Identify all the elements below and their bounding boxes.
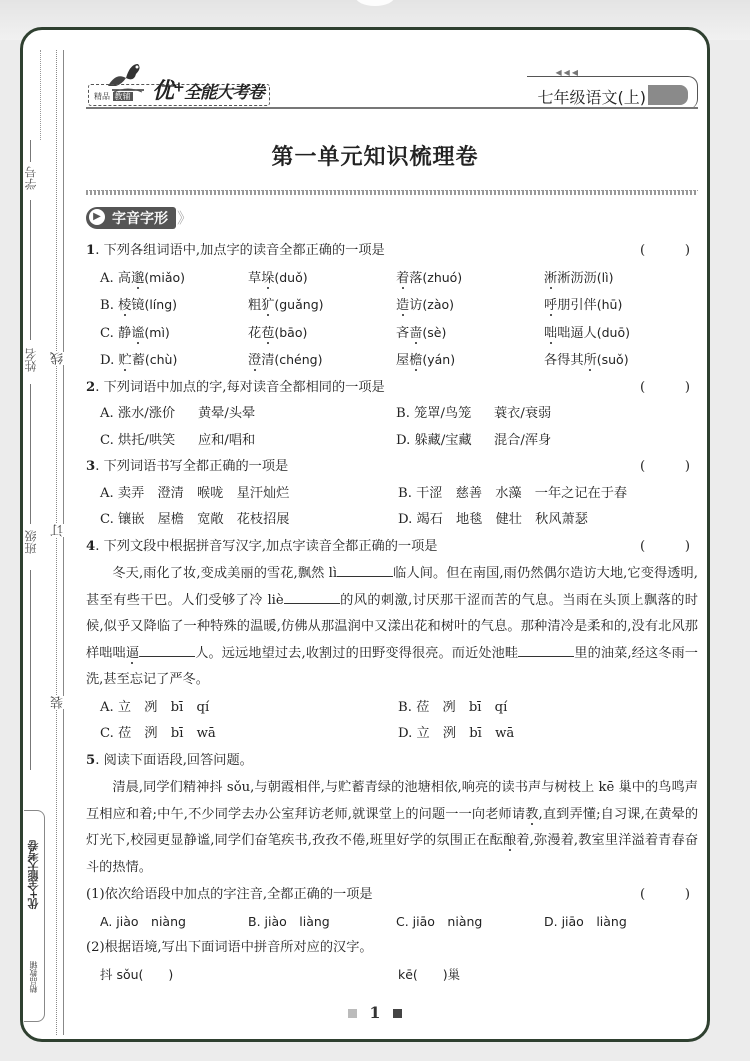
- decorative-divider: [86, 190, 698, 195]
- option-d[interactable]: D. 立 洌 bī wā: [398, 726, 515, 741]
- pinyin: (zhuó): [422, 269, 463, 285]
- option-b[interactable]: B. 笼罩/鸟笼: [396, 406, 472, 421]
- dotted-char: 垛: [261, 270, 275, 286]
- word-item: [396, 265, 544, 293]
- question-number: 4: [86, 538, 96, 554]
- word-prefix: 屋: [396, 353, 410, 368]
- option-d[interactable]: D. 躲藏/宝藏: [396, 432, 472, 448]
- word-suffix: 淅沥沥: [557, 270, 597, 286]
- option-b[interactable]: B. jiào liàng: [248, 913, 330, 929]
- option-c[interactable]: C. 烘托/哄笑: [100, 432, 176, 448]
- option-row-c: [86, 320, 698, 348]
- option-b-pair: 蓑衣/衰弱: [494, 406, 552, 421]
- page-number: 1: [369, 1003, 381, 1022]
- fill-blank[interactable]: [518, 642, 574, 657]
- dotted-char: 淅: [544, 270, 558, 286]
- binder-notch: [355, 0, 395, 6]
- option-b[interactable]: B. 干涩 慈善 水藻 一年之记在于春: [398, 485, 628, 501]
- pinyin: (miǎo): [144, 269, 186, 285]
- page-footer: [0, 1003, 750, 1022]
- word-item: [248, 265, 396, 293]
- question-5-sub-2: [86, 935, 698, 962]
- word-item: [544, 347, 629, 375]
- dotted-char: 咄: [544, 325, 558, 341]
- grade-swatch: [648, 85, 688, 105]
- word-item: [544, 265, 613, 293]
- sub-question-label: (1)依次给语段中加点的字注音,全都正确的一项是: [86, 887, 373, 902]
- passage-text: 冬天,雨化了妆,变成美丽的雪花,飘然 lì: [112, 566, 338, 581]
- pinyin: (bāo): [274, 324, 308, 340]
- answer-blank[interactable]: [640, 454, 690, 481]
- option-c[interactable]: C. 镶嵌 屋檐 宽敞 花枝招展: [100, 512, 290, 527]
- logo-text: 全能大考卷: [183, 83, 264, 103]
- logo-small-right: 教辅: [114, 92, 131, 101]
- binding-dotted-edge: [40, 50, 41, 140]
- cut-mark-bind: 装: [51, 696, 66, 709]
- dotted-char: 酿: [502, 833, 517, 848]
- option-b[interactable]: [100, 292, 248, 320]
- passage-text: 临人间。但在南国,雨仍然偶尔造访大地,它变得透明,甚至有些干巴。人们受够了冷 liè: [86, 566, 699, 608]
- word-prefix: 草: [248, 270, 262, 286]
- question-3: [86, 454, 698, 481]
- dotted-char: 逼: [125, 645, 140, 661]
- word-prefix: D.: [100, 353, 119, 368]
- option-d[interactable]: [100, 347, 248, 375]
- question-stem: . 阅读下面语段,回答问题。: [95, 752, 253, 768]
- logo-subtitle: [94, 91, 133, 102]
- word-prefix: 各得其: [544, 353, 584, 368]
- dotted-char: 邈: [131, 270, 145, 286]
- light-square-icon: [348, 1009, 357, 1018]
- word-item: [396, 292, 544, 320]
- option-row: [86, 721, 698, 748]
- side-brand-small: 精品教辅: [29, 961, 38, 993]
- dotted-char: 谧: [131, 325, 145, 341]
- option-row: [86, 695, 698, 722]
- option-row: [86, 507, 698, 534]
- paren-open: (: [640, 538, 646, 554]
- fill-item-ke[interactable]: kē( )巢: [398, 966, 461, 982]
- dotted-char: 所: [583, 353, 597, 368]
- option-row-a: [86, 265, 698, 293]
- dotted-char: 教: [525, 806, 539, 822]
- dotted-char: 檐: [409, 353, 423, 368]
- dark-square-icon: [393, 1009, 402, 1018]
- word-suffix: 镜: [131, 298, 145, 313]
- paren-open: (: [640, 379, 646, 395]
- page-header: [86, 62, 698, 114]
- question-number: 1: [86, 243, 96, 258]
- word-prefix: B.: [100, 298, 119, 313]
- pinyin: (chù): [144, 352, 178, 367]
- section-heading: [86, 207, 192, 229]
- word-suffix: 蓄: [131, 353, 145, 368]
- word-item: [248, 320, 396, 348]
- option-d[interactable]: D. jiāo liàng: [544, 913, 627, 929]
- paren-open: (: [640, 459, 646, 474]
- word-prefix: A. 高: [100, 270, 132, 286]
- double-chevron-icon: 》: [177, 209, 193, 227]
- question-number: 2: [86, 379, 96, 395]
- section-pill: [86, 207, 176, 229]
- option-a[interactable]: [100, 265, 248, 293]
- passage-text: 清晨,同学们精神抖 sǒu,与朝霞相伴,与贮蓄青绿的池塘相依,响亮的读书声与树枝上 kē 巢中的鸟鸣声互相应和着;中午,不少同学去办公室拜访老师,就课堂上的问题一一向老师请: [86, 780, 698, 822]
- pinyin: (hū): [596, 297, 623, 312]
- field-label-class: 班级: [24, 530, 38, 554]
- word-suffix: 朋引伴: [557, 298, 597, 313]
- side-brand-text: 优+全能大考卷: [27, 841, 40, 910]
- questions: [86, 238, 698, 988]
- cut-mark-line: 线: [51, 352, 66, 365]
- pinyin: (líng): [144, 297, 178, 312]
- question-5: [86, 748, 698, 775]
- question-4-passage: [86, 561, 698, 694]
- option-a-pair: 黄晕/头晕: [198, 406, 256, 421]
- passage-text: 人。远远地望过去,收割过的田野变得很亮。而近处池畦: [195, 645, 519, 661]
- word-prefix: C. 静: [100, 325, 132, 341]
- pinyin: (lì): [596, 269, 614, 285]
- option-a[interactable]: A. 卖弄 澄清 喉咙 星汗灿烂: [100, 485, 290, 501]
- section-label: 字音字形: [112, 211, 168, 227]
- field-label-student-number: 学号: [24, 166, 38, 190]
- option-c-pair: 应和/唱和: [198, 432, 256, 448]
- paren-close: ): [684, 243, 690, 258]
- option-a[interactable]: A. jiào niàng: [100, 913, 186, 929]
- pinyin: (sè): [422, 324, 447, 340]
- question-2: [86, 375, 698, 402]
- option-row-b: [86, 292, 698, 320]
- word-prefix: 花: [248, 325, 262, 341]
- dotted-char: 苞: [261, 325, 275, 341]
- passage-text: 着,弥漫着,教室里洋溢着青春奋斗的热情。: [86, 833, 699, 875]
- answer-blank[interactable]: [640, 534, 690, 561]
- dotted-char: 呼: [544, 298, 558, 313]
- option-a[interactable]: A. 立 冽 bī qí: [100, 699, 210, 715]
- option-c[interactable]: [100, 320, 248, 348]
- option-d[interactable]: D. 竭石 地毯 健壮 秋风萧瑟: [398, 512, 588, 527]
- option-c[interactable]: C. 莅 洌 bī wā: [100, 726, 216, 741]
- header-rule: [86, 107, 698, 109]
- pinyin: (duǒ): [274, 269, 308, 285]
- paren-close: ): [684, 459, 690, 474]
- question-stem: . 下列词语书写全都正确的一项是: [95, 459, 289, 474]
- dotted-char: 造: [396, 298, 410, 313]
- side-brand-tab: [24, 810, 45, 1022]
- fill-item-sou[interactable]: 抖 sǒu( ): [100, 966, 174, 982]
- arrows-icon: ◀◀◀: [555, 68, 580, 77]
- name-line[interactable]: [30, 384, 31, 524]
- fill-blank[interactable]: [139, 642, 195, 657]
- fill-row: [86, 962, 698, 989]
- dotted-char: 啬: [409, 325, 423, 341]
- logo-title: [152, 74, 264, 105]
- question-1-options: [86, 265, 698, 375]
- pinyin: (yán): [422, 352, 456, 367]
- fill-blank[interactable]: [337, 562, 393, 577]
- option-row: [86, 909, 698, 936]
- pinyin: (mì): [144, 324, 170, 340]
- question-5-sub-1: [86, 882, 698, 909]
- paren-open: (: [640, 887, 646, 902]
- option-row: [86, 401, 698, 428]
- question-stem: . 下列文段中根据拼音写汉字,加点字读音全都正确的一项是: [95, 538, 438, 554]
- question-number: 5: [86, 752, 96, 768]
- question-1: [86, 238, 698, 265]
- binding-cut-line: [56, 50, 57, 1035]
- logo-plus: +: [173, 79, 184, 96]
- pinyin: (chéng): [274, 352, 323, 367]
- dotted-char: 着: [396, 270, 410, 286]
- binding-margin-line: [63, 50, 64, 1035]
- option-d-pair: 混合/浑身: [494, 432, 552, 448]
- word-prefix: 吝: [396, 325, 410, 341]
- paren-close: ): [684, 538, 690, 554]
- paren-close: ): [684, 887, 690, 902]
- question-stem: . 下列词语中加点的字,每对读音全都相同的一项是: [95, 379, 385, 395]
- option-row: [86, 428, 698, 455]
- logo-big-char: 优: [152, 79, 174, 104]
- option-row-d: [86, 347, 698, 375]
- passage-text: ,直到弄懂;自习课,在黄晕的灯光下,校园更显静谧,同学们奋笔疾书,孜孜不倦,班里好学的氛围正在酝: [86, 806, 699, 848]
- passage-text: 的风的刺激,讨厌那干涩而苦的气息。当雨在头顶上飘落的时候,似乎又降临了一种特殊的温暖,仿佛从那温润中又漾出花和树叶的气息。那种清冷是柔和的,没有北风那样咄咄: [86, 592, 698, 661]
- pinyin: (duō): [596, 324, 631, 340]
- option-c[interactable]: C. jiāo niàng: [396, 913, 483, 929]
- question-number: 3: [86, 459, 96, 474]
- word-suffix: 访: [409, 298, 423, 313]
- student-number-line[interactable]: [30, 200, 31, 340]
- field-label-name: 姓名: [24, 348, 38, 372]
- word-suffix: 咄逼人: [557, 325, 597, 341]
- word-prefix: 粗: [248, 298, 262, 313]
- word-item: [248, 347, 396, 375]
- page-title: 第一单元知识梳理卷: [271, 144, 479, 170]
- fill-blank[interactable]: [284, 589, 340, 604]
- word-suffix: 落: [409, 270, 423, 286]
- cut-mark-staple: 订: [51, 524, 66, 537]
- bottom-margin: [20, 1043, 710, 1061]
- dotted-char: 澄: [248, 353, 262, 368]
- answer-blank[interactable]: [640, 238, 690, 265]
- paren-open: (: [640, 243, 646, 258]
- word-item: [248, 292, 396, 320]
- question-stem: . 下列各组词语中,加点字的读音全都正确的一项是: [95, 243, 385, 258]
- option-b[interactable]: B. 莅 冽 bī qí: [398, 699, 508, 715]
- answer-blank[interactable]: [640, 375, 690, 402]
- word-item: [544, 320, 630, 348]
- passage-text: 里的油菜,经这冬雨一洗,甚至忘记了严冬。: [86, 645, 698, 687]
- pinyin: (guǎng): [274, 297, 324, 312]
- dotted-char: 犷: [261, 298, 275, 313]
- word-item: [396, 347, 544, 375]
- question-4: [86, 534, 698, 561]
- word-item: [396, 320, 544, 348]
- dotted-char: 贮: [118, 353, 132, 368]
- option-row: [86, 481, 698, 508]
- play-circle-icon: ▶: [89, 209, 105, 225]
- question-5-passage: [86, 775, 698, 881]
- word-suffix: 清: [261, 353, 275, 368]
- sub-question-label: (2)根据语境,写出下面词语中拼音所对应的汉字。: [86, 940, 373, 955]
- grade-label: 七年级语文(上): [537, 88, 646, 107]
- logo-small-left: 精品: [94, 92, 110, 101]
- dotted-char: 棱: [118, 298, 132, 313]
- word-item: [544, 292, 622, 320]
- pinyin: (suǒ): [596, 352, 629, 367]
- pinyin: (zào): [422, 297, 454, 312]
- paren-close: ): [684, 379, 690, 395]
- class-line[interactable]: [30, 570, 31, 770]
- option-a[interactable]: A. 涨水/涨价: [100, 406, 176, 421]
- answer-blank[interactable]: [640, 882, 690, 909]
